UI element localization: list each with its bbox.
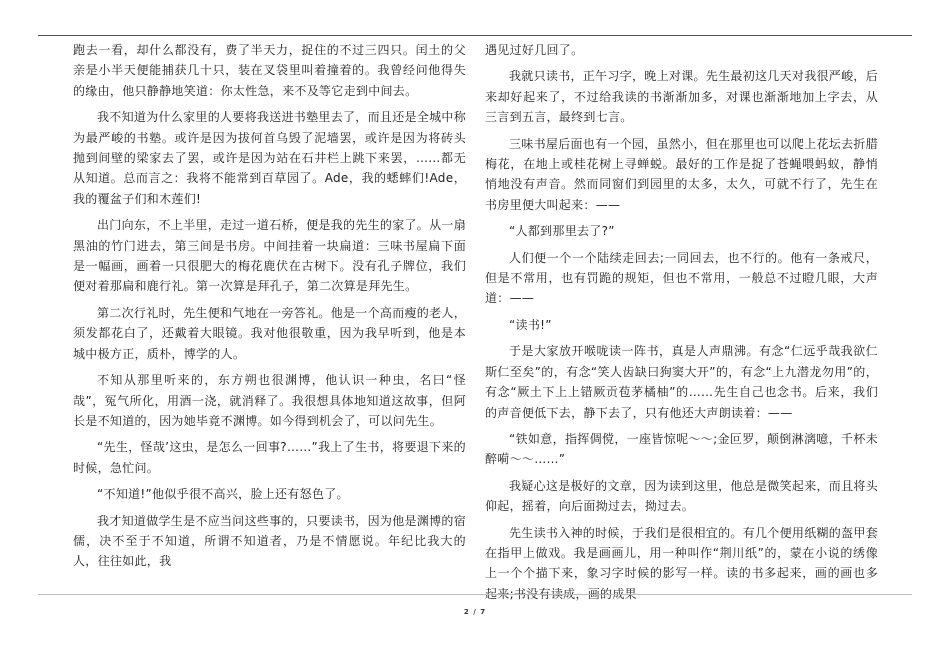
paragraph: 第二次行礼时，先生便和气地在一旁答礼。他是一个高而瘦的老人，须发都花白了，还戴着大眼镜。我对他很敬重，因为我早听到，他是本城中极方正，质朴，博学的人。	[73, 305, 467, 361]
header-rule	[38, 35, 912, 36]
paragraph: 我才知道做学生是不应当问这些事的，只要读书，因为他是渊博的宿儒，决不至于不知道，所谓不知道者，乃是不情愿说。年纪比我大的人，往往如此，我	[73, 513, 467, 569]
paragraph: 我就只读书，正午习字，晚上对课。先生最初这几天对我很严峻，后来却好起来了，不过给我读的书渐渐加多，对课也渐渐地加上字去，从三言到五言，最终到七言。	[485, 69, 879, 125]
paragraph: 三味书屋后面也有一个园，虽然小，但在那里也可以爬上花坛去折腊梅花，在地上或桂花树上寻蝉蜕。最好的工作是捉了苍蝇喂蚂蚁，静悄悄地没有声音。然而同窗们到园里的太多，太久，可就不行了，先生在书房里便大叫起来：——	[485, 136, 879, 212]
paragraph: 我不知道为什么家里的人要将我送进书塾里去了，而且还是全城中称为最严峻的书塾。或许是因为拔何首乌毁了泥墙罢，或许是因为将砖头抛到间壁的梁家去了罢，或许是因为站在石井栏上跳下来罢，……都无从知道。总而言之：我将不能常到百草园了。Ade，我的蟋蟀们!Ade，我的覆盆子们和木莲们!	[73, 110, 467, 206]
paragraph: “人都到那里去了?”	[509, 224, 615, 239]
paragraph: 人们便一个一个陆续走回去;一同回去，也不行的。他有一条戒尺，但是不常用，也有罚跪的规矩，但也不常用，一般总不过瞪几眼，大声道：——	[485, 250, 878, 306]
paragraph: 出门向东，不上半里，走过一道石桥，便是我的先生的家了。从一扇黑油的竹门进去，第三间是书房。中间挂着一块扁道：三味书屋扁下面是一幅画，画着一只很肥大的梅花鹿伏在古树下。没有孔子牌位，我们便对着那扁和鹿行礼。第一次算是拜孔子，第二次算是拜先生。	[73, 218, 467, 294]
paragraph: “读书!”	[509, 317, 552, 332]
left-column	[73, 40, 466, 572]
paragraph: 不知从那里听来的，东方朔也很渊博，他认识一种虫，名曰“怪哉”，冤气所化，用酒一浇，就消释了。我很想具体地知道这故事，但阿长是不知道的，因为她毕竟不渊博。如今得到机会了，可以问先生。	[73, 373, 466, 428]
paragraph: “铁如意，指挥倜傥，一座皆惊呢～～;金叵罗，颠倒淋漓噫，千杯未醉嗬～～……”	[485, 431, 878, 467]
paragraph: 先生读书入神的时候，于我们是很相宜的。有几个便用纸糊的盔甲套在指甲上做戏。我是画画儿，用一种叫作“荆川纸”的，蒙在小说的绣像上一个个描下来，象习字时候的影写一样。读的书多起来，画的画也多起来;书没有读成，画的成果	[485, 525, 879, 601]
footer-rule	[38, 594, 912, 595]
paragraph: 跑去一看，却什么都没有，费了半天力，捉住的不过三四只。闰土的父亲是小半天便能捕获几十只，装在叉袋里叫着撞着的。我曾经问他得失的缘由，他只静静地笑道：你太性急，来不及等它走到中间去。	[73, 43, 466, 98]
paragraph: 我疑心这是极好的文章，因为读到这里，他总是微笑起来，而且将头仰起，摇着，向后面拗过去，拗过去。	[485, 478, 879, 514]
paragraph: “先生，怪哉’这虫，是怎么一回事?……”我上了生书，将要退下来的时候，急忙问。	[73, 440, 466, 475]
page-number: 2 / 7	[463, 608, 487, 616]
paragraph: “不知道!”他似乎很不高兴，脸上还有怒色了。	[97, 487, 349, 502]
paragraph: 于是大家放开喉咙读一阵书，真是人声鼎沸。有念“仁远乎哉我欲仁斯仁至矣”的，有念“笑人齿缺曰狗窦大开”的，有念“上九潜龙勿用”的，有念“厥土下上上错厥贡苞茅橘柚”的……先生自己也念书。后来，我们的声音便低下去，静下去了，只有他还大声朗读着：——	[485, 344, 878, 420]
right-column	[485, 40, 878, 604]
paragraph: 遇见过好几回了。	[485, 43, 584, 57]
